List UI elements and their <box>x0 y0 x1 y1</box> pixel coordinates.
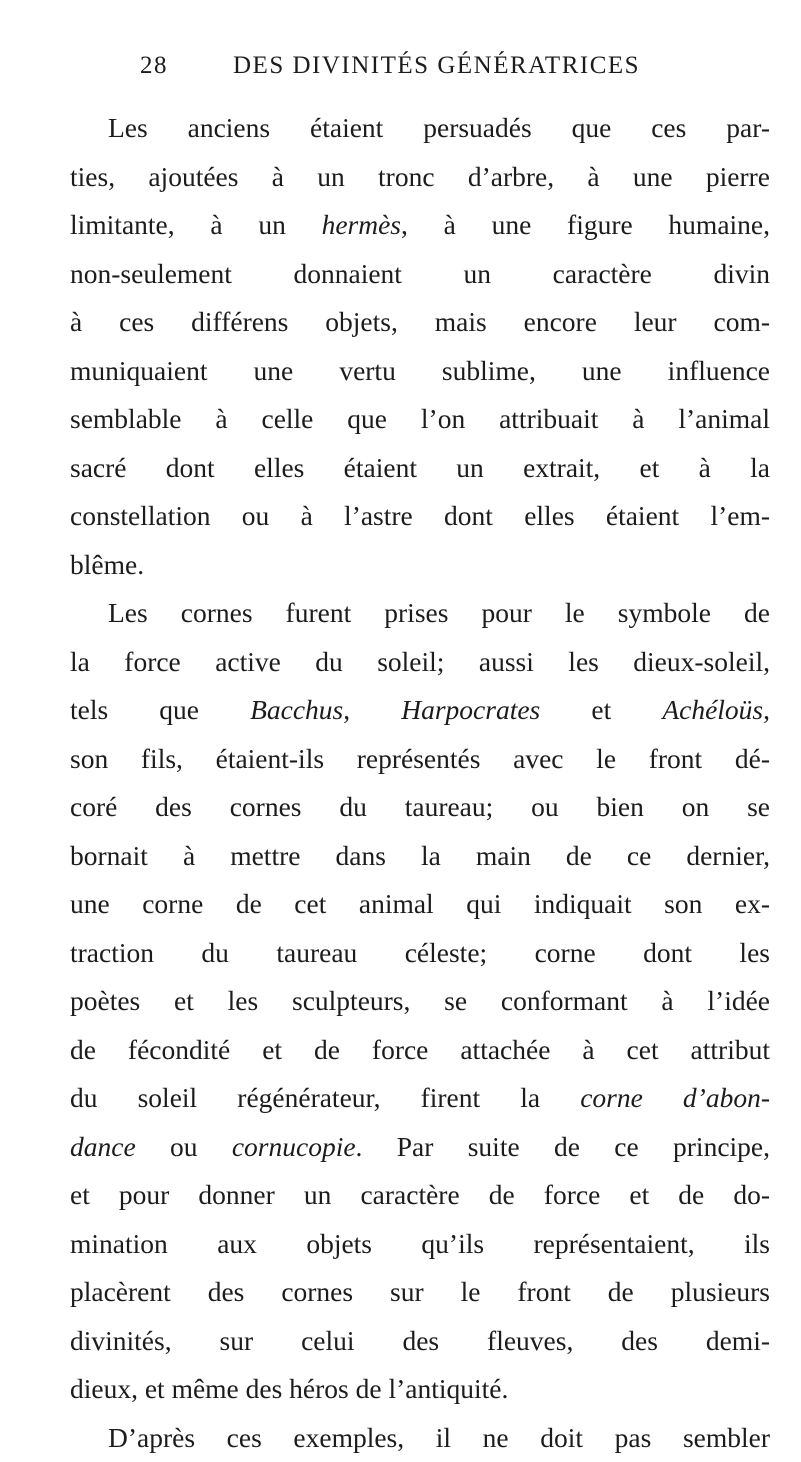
text-segment: semblable à celle que l’on attribuait à l’animal <box>70 403 770 434</box>
italic-text: Bacchus <box>250 694 343 725</box>
text-segment: à ces différens objets, mais encore leur com- <box>70 306 770 337</box>
text-line <box>70 880 770 929</box>
text-segment: poètes et les sculpteurs, se conformant à l’idée <box>70 985 770 1016</box>
italic-text: corne d’abon- <box>580 1082 770 1113</box>
italic-text: cornucopie <box>232 1131 356 1162</box>
text-line <box>70 1074 770 1123</box>
text-line <box>70 492 770 541</box>
text-line <box>70 638 770 687</box>
text-line <box>70 298 770 347</box>
text-line <box>70 347 770 396</box>
text-line <box>70 1123 770 1172</box>
text-segment: Les cornes furent prises pour le symbole de <box>108 597 770 628</box>
text-line <box>70 201 770 250</box>
text-segment: D’après ces exemples, il ne doit pas sembler <box>108 1422 770 1453</box>
text-segment: et pour donner un caractère de force et de do- <box>70 1179 770 1210</box>
text-segment: placèrent des cornes sur le front de plusieurs <box>70 1276 770 1307</box>
text-segment: , <box>763 694 770 725</box>
text-segment: et <box>540 694 662 725</box>
body-text <box>70 104 770 1462</box>
text-segment: dieux, et même des héros de l’antiquité. <box>70 1373 508 1404</box>
text-segment: blême. <box>70 549 144 580</box>
text-line <box>70 1414 770 1462</box>
text-segment: Les anciens étaient persuadés que ces par- <box>108 112 770 143</box>
text-segment: traction du taureau céleste; corne dont les <box>70 937 770 968</box>
text-line <box>70 1268 770 1317</box>
text-line <box>70 1026 770 1075</box>
text-line <box>70 589 770 638</box>
text-line <box>70 395 770 444</box>
page-number: 28 <box>140 52 168 80</box>
text-line <box>70 1365 770 1414</box>
text-segment: bornait à mettre dans la main de ce dernier, <box>70 840 770 871</box>
text-segment: ou <box>136 1131 232 1162</box>
text-segment: limitante, à un <box>70 209 322 240</box>
text-segment: tels que <box>70 694 250 725</box>
text-segment: coré des cornes du taureau; ou bien on se <box>70 791 770 822</box>
text-line <box>70 832 770 881</box>
text-segment: muniquaient une vertu sublime, une influence <box>70 355 770 386</box>
text-segment: la force active du soleil; aussi les dieux-soleil, <box>70 646 770 677</box>
text-segment: sacré dont elles étaient un extrait, et à la <box>70 452 770 483</box>
running-head <box>140 52 760 96</box>
italic-text: hermès <box>322 209 401 240</box>
text-segment: de fécondité et de force attachée à cet attribut <box>70 1034 770 1065</box>
text-segment: constellation ou à l’astre dont elles étaient l’em- <box>70 500 770 531</box>
text-line <box>70 929 770 978</box>
text-segment: . Par suite de ce principe, <box>356 1131 770 1162</box>
text-segment: divinités, sur celui des fleuves, des demi- <box>70 1325 770 1356</box>
text-line <box>70 250 770 299</box>
text-segment: ties, ajoutées à un tronc d’arbre, à une pierre <box>70 161 770 192</box>
text-line <box>70 735 770 784</box>
text-line <box>70 444 770 493</box>
text-line <box>70 104 770 153</box>
text-line <box>70 1220 770 1269</box>
text-line <box>70 541 770 590</box>
text-segment: une corne de cet animal qui indiquait son ex- <box>70 888 770 919</box>
italic-text: Achéloüs <box>662 694 763 725</box>
text-segment: , à une figure humaine, <box>401 209 770 240</box>
text-line <box>70 153 770 202</box>
text-segment: son fils, étaient-ils représentés avec le front dé- <box>70 743 770 774</box>
text-line <box>70 783 770 832</box>
running-title: DES DIVINITÉS GÉNÉRATRICES <box>233 52 640 80</box>
text-segment: du soleil régénérateur, firent la <box>70 1082 580 1113</box>
text-segment: non-seulement donnaient un caractère divin <box>70 258 770 289</box>
text-line <box>70 977 770 1026</box>
text-line <box>70 1171 770 1220</box>
italic-text: dance <box>70 1131 136 1162</box>
italic-text: Harpocrates <box>401 694 540 725</box>
text-segment: mination aux objets qu’ils représentaient, ils <box>70 1228 770 1259</box>
text-line <box>70 686 770 735</box>
text-line <box>70 1317 770 1366</box>
text-segment: , <box>343 694 401 725</box>
